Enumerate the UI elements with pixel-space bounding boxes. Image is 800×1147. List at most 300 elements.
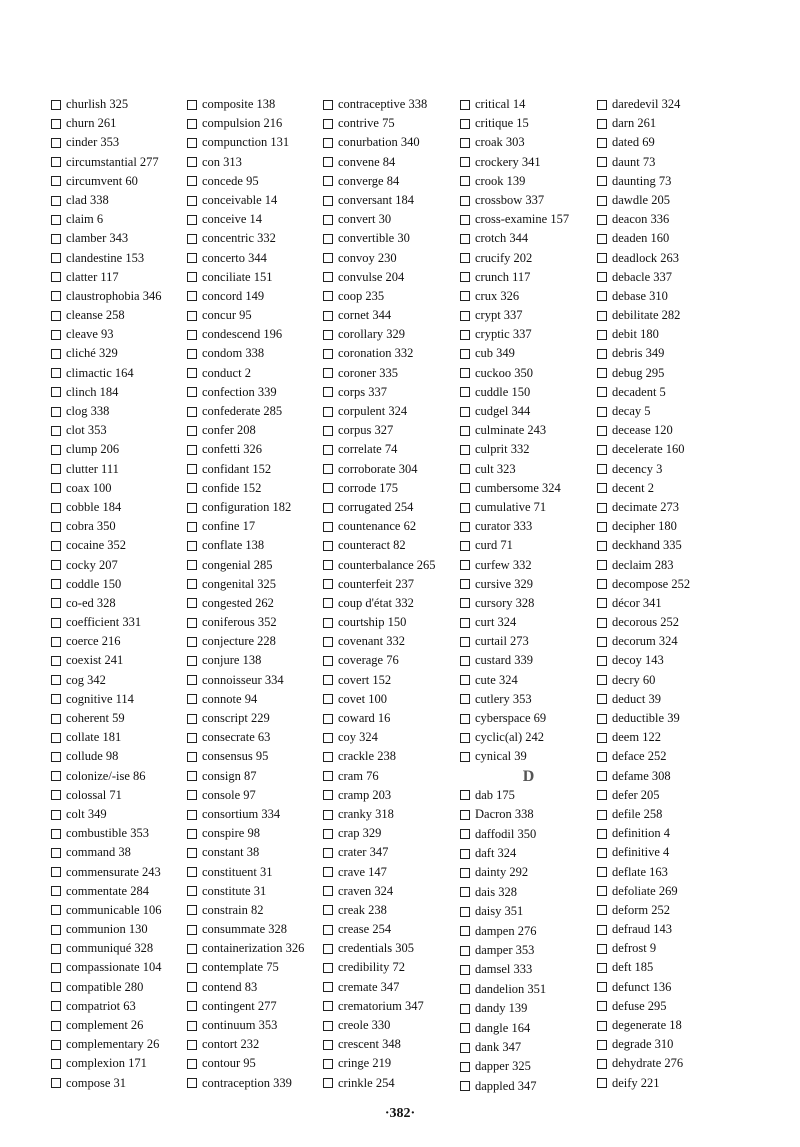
word-entry[interactable] <box>51 306 187 325</box>
checkbox-icon[interactable] <box>187 1059 197 1069</box>
word-entry[interactable] <box>460 249 597 268</box>
checkbox-icon[interactable] <box>187 483 197 493</box>
checkbox-icon[interactable] <box>51 867 61 877</box>
checkbox-icon[interactable] <box>460 733 470 743</box>
word-entry[interactable] <box>187 978 323 997</box>
word-entry[interactable] <box>51 920 187 939</box>
checkbox-icon[interactable] <box>597 560 607 570</box>
word-entry[interactable] <box>597 440 747 459</box>
word-entry[interactable] <box>51 536 187 555</box>
checkbox-icon[interactable] <box>51 790 61 800</box>
word-entry[interactable] <box>597 133 747 152</box>
word-entry[interactable] <box>187 997 323 1016</box>
checkbox-icon[interactable] <box>187 925 197 935</box>
word-entry[interactable] <box>597 863 747 882</box>
word-entry[interactable] <box>597 786 747 805</box>
checkbox-icon[interactable] <box>187 176 197 186</box>
word-entry[interactable] <box>323 114 460 133</box>
checkbox-icon[interactable] <box>597 867 607 877</box>
word-entry[interactable] <box>323 805 460 824</box>
checkbox-icon[interactable] <box>187 790 197 800</box>
word-entry[interactable] <box>323 440 460 459</box>
checkbox-icon[interactable] <box>460 579 470 589</box>
word-entry[interactable] <box>187 344 323 363</box>
word-entry[interactable] <box>597 805 747 824</box>
checkbox-icon[interactable] <box>460 426 470 436</box>
checkbox-icon[interactable] <box>460 926 470 936</box>
word-entry[interactable] <box>460 960 597 979</box>
word-entry[interactable] <box>460 498 597 517</box>
checkbox-icon[interactable] <box>597 522 607 532</box>
word-entry[interactable] <box>460 594 597 613</box>
word-entry[interactable] <box>187 613 323 632</box>
checkbox-icon[interactable] <box>460 694 470 704</box>
checkbox-icon[interactable] <box>460 138 470 148</box>
checkbox-icon[interactable] <box>187 771 197 781</box>
word-entry[interactable] <box>323 709 460 728</box>
word-entry[interactable] <box>323 920 460 939</box>
word-entry[interactable] <box>323 133 460 152</box>
checkbox-icon[interactable] <box>187 694 197 704</box>
word-entry[interactable] <box>460 671 597 690</box>
word-entry[interactable] <box>187 786 323 805</box>
checkbox-icon[interactable] <box>323 100 333 110</box>
word-entry[interactable] <box>323 421 460 440</box>
checkbox-icon[interactable] <box>187 560 197 570</box>
checkbox-icon[interactable] <box>460 1023 470 1033</box>
checkbox-icon[interactable] <box>597 905 607 915</box>
checkbox-icon[interactable] <box>187 618 197 628</box>
word-entry[interactable] <box>51 153 187 172</box>
word-entry[interactable] <box>187 229 323 248</box>
word-entry[interactable] <box>460 690 597 709</box>
word-entry[interactable] <box>187 594 323 613</box>
word-entry[interactable] <box>323 613 460 632</box>
checkbox-icon[interactable] <box>460 560 470 570</box>
word-entry[interactable] <box>187 210 323 229</box>
word-entry[interactable] <box>597 920 747 939</box>
word-entry[interactable] <box>597 1016 747 1035</box>
word-entry[interactable] <box>51 114 187 133</box>
checkbox-icon[interactable] <box>323 656 333 666</box>
word-entry[interactable] <box>51 479 187 498</box>
word-entry[interactable] <box>51 364 187 383</box>
checkbox-icon[interactable] <box>323 1001 333 1011</box>
checkbox-icon[interactable] <box>323 272 333 282</box>
word-entry[interactable] <box>51 344 187 363</box>
word-entry[interactable] <box>460 575 597 594</box>
word-entry[interactable] <box>460 651 597 670</box>
checkbox-icon[interactable] <box>460 215 470 225</box>
word-entry[interactable] <box>323 1016 460 1035</box>
checkbox-icon[interactable] <box>460 483 470 493</box>
word-entry[interactable] <box>460 268 597 287</box>
word-entry[interactable] <box>597 843 747 862</box>
word-entry[interactable] <box>597 632 747 651</box>
checkbox-icon[interactable] <box>597 982 607 992</box>
word-entry[interactable] <box>597 402 747 421</box>
checkbox-icon[interactable] <box>597 637 607 647</box>
checkbox-icon[interactable] <box>323 541 333 551</box>
checkbox-icon[interactable] <box>323 483 333 493</box>
checkbox-icon[interactable] <box>460 272 470 282</box>
word-entry[interactable] <box>51 229 187 248</box>
word-entry[interactable] <box>51 863 187 882</box>
checkbox-icon[interactable] <box>597 771 607 781</box>
checkbox-icon[interactable] <box>323 675 333 685</box>
checkbox-icon[interactable] <box>460 907 470 917</box>
checkbox-icon[interactable] <box>597 253 607 263</box>
word-entry[interactable] <box>597 325 747 344</box>
word-entry[interactable] <box>187 728 323 747</box>
checkbox-icon[interactable] <box>187 944 197 954</box>
checkbox-icon[interactable] <box>51 1040 61 1050</box>
word-entry[interactable] <box>460 883 597 902</box>
checkbox-icon[interactable] <box>51 445 61 455</box>
word-entry[interactable] <box>51 690 187 709</box>
checkbox-icon[interactable] <box>51 291 61 301</box>
word-entry[interactable] <box>597 229 747 248</box>
checkbox-icon[interactable] <box>323 368 333 378</box>
checkbox-icon[interactable] <box>51 522 61 532</box>
checkbox-icon[interactable] <box>460 464 470 474</box>
checkbox-icon[interactable] <box>597 483 607 493</box>
checkbox-icon[interactable] <box>460 100 470 110</box>
checkbox-icon[interactable] <box>597 944 607 954</box>
checkbox-icon[interactable] <box>323 886 333 896</box>
checkbox-icon[interactable] <box>187 675 197 685</box>
checkbox-icon[interactable] <box>187 311 197 321</box>
checkbox-icon[interactable] <box>187 387 197 397</box>
checkbox-icon[interactable] <box>323 925 333 935</box>
checkbox-icon[interactable] <box>51 311 61 321</box>
word-entry[interactable] <box>187 767 323 786</box>
word-entry[interactable] <box>187 402 323 421</box>
word-entry[interactable] <box>597 939 747 958</box>
checkbox-icon[interactable] <box>460 868 470 878</box>
checkbox-icon[interactable] <box>51 733 61 743</box>
checkbox-icon[interactable] <box>51 138 61 148</box>
word-entry[interactable] <box>597 556 747 575</box>
checkbox-icon[interactable] <box>597 1078 607 1088</box>
checkbox-icon[interactable] <box>323 560 333 570</box>
checkbox-icon[interactable] <box>187 656 197 666</box>
checkbox-icon[interactable] <box>51 349 61 359</box>
word-entry[interactable] <box>323 479 460 498</box>
checkbox-icon[interactable] <box>51 253 61 263</box>
word-entry[interactable] <box>187 1074 323 1093</box>
word-entry[interactable] <box>460 1018 597 1037</box>
word-entry[interactable] <box>460 728 597 747</box>
word-entry[interactable] <box>187 287 323 306</box>
checkbox-icon[interactable] <box>597 579 607 589</box>
word-entry[interactable] <box>51 651 187 670</box>
checkbox-icon[interactable] <box>597 733 607 743</box>
checkbox-icon[interactable] <box>460 752 470 762</box>
checkbox-icon[interactable] <box>323 752 333 762</box>
word-entry[interactable] <box>51 709 187 728</box>
checkbox-icon[interactable] <box>597 349 607 359</box>
checkbox-icon[interactable] <box>597 1001 607 1011</box>
word-entry[interactable] <box>597 1074 747 1093</box>
checkbox-icon[interactable] <box>597 368 607 378</box>
checkbox-icon[interactable] <box>323 387 333 397</box>
word-entry[interactable] <box>597 690 747 709</box>
checkbox-icon[interactable] <box>187 215 197 225</box>
checkbox-icon[interactable] <box>597 407 607 417</box>
checkbox-icon[interactable] <box>187 1078 197 1088</box>
checkbox-icon[interactable] <box>323 1059 333 1069</box>
checkbox-icon[interactable] <box>323 522 333 532</box>
word-entry[interactable] <box>323 786 460 805</box>
word-entry[interactable] <box>323 824 460 843</box>
word-entry[interactable] <box>51 440 187 459</box>
word-entry[interactable] <box>51 517 187 536</box>
checkbox-icon[interactable] <box>51 330 61 340</box>
checkbox-icon[interactable] <box>597 541 607 551</box>
word-entry[interactable] <box>460 536 597 555</box>
word-entry[interactable] <box>597 978 747 997</box>
checkbox-icon[interactable] <box>323 445 333 455</box>
word-entry[interactable] <box>323 287 460 306</box>
checkbox-icon[interactable] <box>460 196 470 206</box>
checkbox-icon[interactable] <box>460 522 470 532</box>
word-entry[interactable] <box>460 287 597 306</box>
word-entry[interactable] <box>51 671 187 690</box>
checkbox-icon[interactable] <box>597 656 607 666</box>
checkbox-icon[interactable] <box>51 905 61 915</box>
word-entry[interactable] <box>460 844 597 863</box>
word-entry[interactable] <box>187 958 323 977</box>
word-entry[interactable] <box>460 479 597 498</box>
checkbox-icon[interactable] <box>460 714 470 724</box>
checkbox-icon[interactable] <box>51 503 61 513</box>
word-entry[interactable] <box>460 383 597 402</box>
checkbox-icon[interactable] <box>323 330 333 340</box>
word-entry[interactable] <box>597 709 747 728</box>
word-entry[interactable] <box>460 980 597 999</box>
word-entry[interactable] <box>187 268 323 287</box>
checkbox-icon[interactable] <box>597 829 607 839</box>
checkbox-icon[interactable] <box>597 503 607 513</box>
word-entry[interactable] <box>187 882 323 901</box>
checkbox-icon[interactable] <box>51 752 61 762</box>
checkbox-icon[interactable] <box>323 733 333 743</box>
checkbox-icon[interactable] <box>51 848 61 858</box>
checkbox-icon[interactable] <box>323 810 333 820</box>
checkbox-icon[interactable] <box>597 618 607 628</box>
word-entry[interactable] <box>51 191 187 210</box>
checkbox-icon[interactable] <box>597 138 607 148</box>
checkbox-icon[interactable] <box>460 946 470 956</box>
word-entry[interactable] <box>323 364 460 383</box>
word-entry[interactable] <box>187 575 323 594</box>
word-entry[interactable] <box>187 479 323 498</box>
word-entry[interactable] <box>187 421 323 440</box>
word-entry[interactable] <box>187 153 323 172</box>
word-entry[interactable] <box>597 575 747 594</box>
word-entry[interactable] <box>323 882 460 901</box>
word-entry[interactable] <box>597 210 747 229</box>
word-entry[interactable] <box>51 747 187 766</box>
checkbox-icon[interactable] <box>460 407 470 417</box>
checkbox-icon[interactable] <box>323 1021 333 1031</box>
checkbox-icon[interactable] <box>597 790 607 800</box>
checkbox-icon[interactable] <box>187 349 197 359</box>
checkbox-icon[interactable] <box>51 1001 61 1011</box>
checkbox-icon[interactable] <box>51 598 61 608</box>
word-entry[interactable] <box>187 133 323 152</box>
checkbox-icon[interactable] <box>597 234 607 244</box>
checkbox-icon[interactable] <box>597 272 607 282</box>
checkbox-icon[interactable] <box>460 176 470 186</box>
checkbox-icon[interactable] <box>187 272 197 282</box>
word-entry[interactable] <box>187 440 323 459</box>
word-entry[interactable] <box>323 210 460 229</box>
word-entry[interactable] <box>597 536 747 555</box>
checkbox-icon[interactable] <box>597 311 607 321</box>
word-entry[interactable] <box>323 651 460 670</box>
checkbox-icon[interactable] <box>460 618 470 628</box>
word-entry[interactable] <box>597 728 747 747</box>
checkbox-icon[interactable] <box>460 445 470 455</box>
word-entry[interactable] <box>187 805 323 824</box>
checkbox-icon[interactable] <box>187 503 197 513</box>
checkbox-icon[interactable] <box>597 925 607 935</box>
checkbox-icon[interactable] <box>51 771 61 781</box>
word-entry[interactable] <box>187 671 323 690</box>
checkbox-icon[interactable] <box>187 100 197 110</box>
checkbox-icon[interactable] <box>187 407 197 417</box>
checkbox-icon[interactable] <box>323 176 333 186</box>
checkbox-icon[interactable] <box>51 426 61 436</box>
word-entry[interactable] <box>51 958 187 977</box>
word-entry[interactable] <box>460 921 597 940</box>
checkbox-icon[interactable] <box>187 579 197 589</box>
word-entry[interactable] <box>460 440 597 459</box>
checkbox-icon[interactable] <box>460 984 470 994</box>
checkbox-icon[interactable] <box>187 714 197 724</box>
word-entry[interactable] <box>51 1054 187 1073</box>
checkbox-icon[interactable] <box>51 810 61 820</box>
word-entry[interactable] <box>460 402 597 421</box>
checkbox-icon[interactable] <box>597 810 607 820</box>
checkbox-icon[interactable] <box>187 522 197 532</box>
word-entry[interactable] <box>51 632 187 651</box>
checkbox-icon[interactable] <box>51 925 61 935</box>
word-entry[interactable] <box>51 556 187 575</box>
word-entry[interactable] <box>597 460 747 479</box>
word-entry[interactable] <box>460 421 597 440</box>
checkbox-icon[interactable] <box>323 215 333 225</box>
word-entry[interactable] <box>187 920 323 939</box>
checkbox-icon[interactable] <box>460 368 470 378</box>
word-entry[interactable] <box>460 863 597 882</box>
checkbox-icon[interactable] <box>323 790 333 800</box>
checkbox-icon[interactable] <box>597 426 607 436</box>
word-entry[interactable] <box>460 1077 597 1096</box>
checkbox-icon[interactable] <box>51 157 61 167</box>
checkbox-icon[interactable] <box>323 637 333 647</box>
word-entry[interactable] <box>187 556 323 575</box>
word-entry[interactable] <box>51 402 187 421</box>
checkbox-icon[interactable] <box>187 368 197 378</box>
checkbox-icon[interactable] <box>187 234 197 244</box>
word-entry[interactable] <box>323 958 460 977</box>
checkbox-icon[interactable] <box>51 618 61 628</box>
checkbox-icon[interactable] <box>460 829 470 839</box>
word-entry[interactable] <box>51 939 187 958</box>
word-entry[interactable] <box>187 863 323 882</box>
word-entry[interactable] <box>51 172 187 191</box>
word-entry[interactable] <box>460 460 597 479</box>
word-entry[interactable] <box>460 999 597 1018</box>
checkbox-icon[interactable] <box>323 407 333 417</box>
word-entry[interactable] <box>187 747 323 766</box>
checkbox-icon[interactable] <box>51 483 61 493</box>
checkbox-icon[interactable] <box>51 963 61 973</box>
checkbox-icon[interactable] <box>51 1059 61 1069</box>
word-entry[interactable] <box>323 344 460 363</box>
word-entry[interactable] <box>51 594 187 613</box>
word-entry[interactable] <box>187 460 323 479</box>
word-entry[interactable] <box>187 517 323 536</box>
checkbox-icon[interactable] <box>323 867 333 877</box>
checkbox-icon[interactable] <box>51 694 61 704</box>
word-entry[interactable] <box>460 229 597 248</box>
checkbox-icon[interactable] <box>187 157 197 167</box>
word-entry[interactable] <box>460 133 597 152</box>
checkbox-icon[interactable] <box>323 714 333 724</box>
word-entry[interactable] <box>187 901 323 920</box>
checkbox-icon[interactable] <box>460 157 470 167</box>
checkbox-icon[interactable] <box>51 560 61 570</box>
checkbox-icon[interactable] <box>597 963 607 973</box>
checkbox-icon[interactable] <box>597 445 607 455</box>
checkbox-icon[interactable] <box>323 579 333 589</box>
checkbox-icon[interactable] <box>187 541 197 551</box>
word-entry[interactable] <box>51 133 187 152</box>
word-entry[interactable] <box>323 383 460 402</box>
checkbox-icon[interactable] <box>187 138 197 148</box>
word-entry[interactable] <box>323 268 460 287</box>
checkbox-icon[interactable] <box>460 887 470 897</box>
word-entry[interactable] <box>51 978 187 997</box>
word-entry[interactable] <box>323 556 460 575</box>
word-entry[interactable] <box>597 421 747 440</box>
word-entry[interactable] <box>460 344 597 363</box>
word-entry[interactable] <box>460 941 597 960</box>
word-entry[interactable] <box>460 902 597 921</box>
checkbox-icon[interactable] <box>323 157 333 167</box>
word-entry[interactable] <box>51 498 187 517</box>
checkbox-icon[interactable] <box>597 848 607 858</box>
checkbox-icon[interactable] <box>51 119 61 129</box>
word-entry[interactable] <box>460 95 597 114</box>
checkbox-icon[interactable] <box>187 733 197 743</box>
word-entry[interactable] <box>460 364 597 383</box>
checkbox-icon[interactable] <box>51 637 61 647</box>
checkbox-icon[interactable] <box>597 752 607 762</box>
checkbox-icon[interactable] <box>597 714 607 724</box>
word-entry[interactable] <box>187 690 323 709</box>
word-entry[interactable] <box>187 651 323 670</box>
checkbox-icon[interactable] <box>323 311 333 321</box>
checkbox-icon[interactable] <box>323 503 333 513</box>
checkbox-icon[interactable] <box>460 965 470 975</box>
checkbox-icon[interactable] <box>323 253 333 263</box>
checkbox-icon[interactable] <box>51 541 61 551</box>
